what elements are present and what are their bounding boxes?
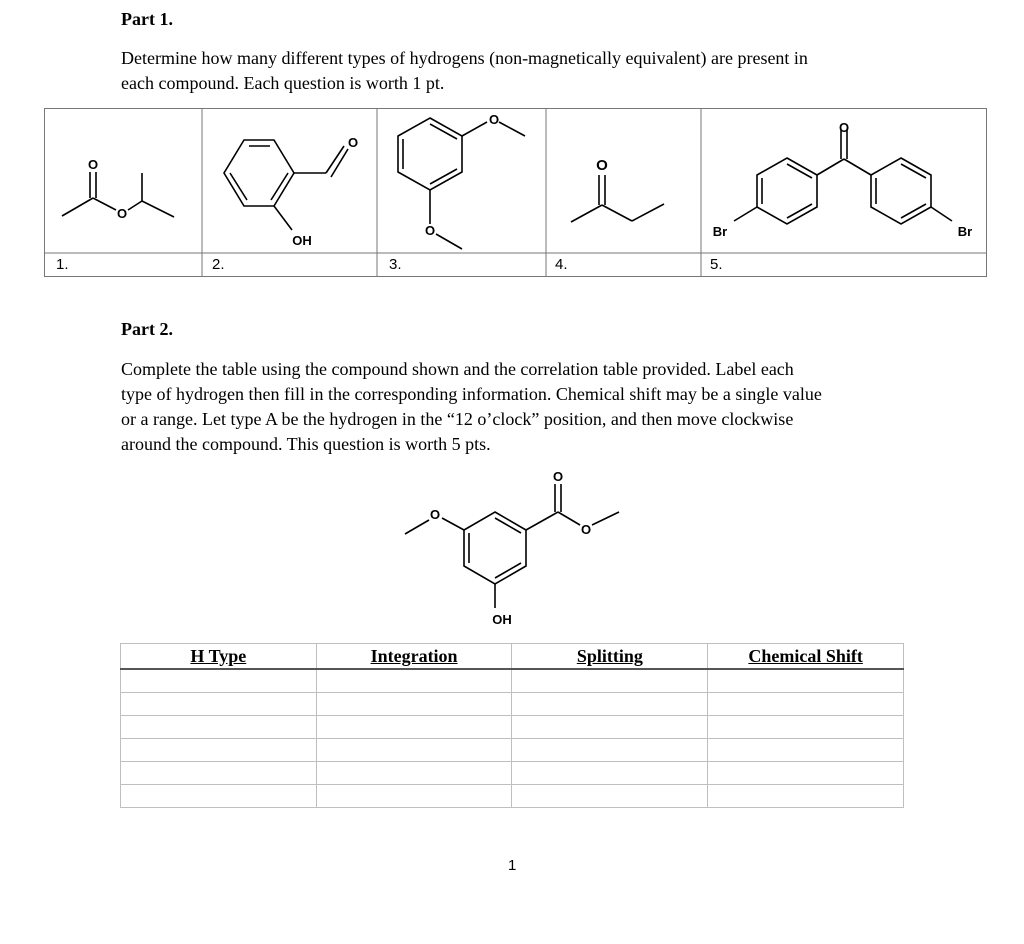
table-cell[interactable] — [708, 785, 904, 808]
table-row — [121, 693, 904, 716]
part2-atom: O — [580, 522, 592, 537]
table-cell[interactable] — [708, 669, 904, 693]
part1-instructions-line: Determine how many different types of hydrogens (non-magnetically equivalent) are present in — [121, 48, 808, 68]
header-integration: Integration — [316, 644, 512, 670]
compound-table — [44, 108, 987, 277]
table-cell[interactable] — [121, 785, 317, 808]
part2-heading: Part 2. — [121, 319, 173, 339]
table-row — [121, 669, 904, 693]
table-cell[interactable] — [316, 693, 512, 716]
compound-1-atom: O — [116, 206, 128, 221]
table-cell[interactable] — [512, 762, 708, 785]
part2-instructions-line: type of hydrogen then fill in the corresponding information. Chemical shift may be a single value — [121, 384, 822, 404]
compound-3-structure — [398, 118, 525, 249]
table-cell[interactable] — [708, 716, 904, 739]
answer-table-header-row — [121, 644, 904, 670]
table-cell[interactable] — [512, 716, 708, 739]
table-row — [121, 762, 904, 785]
compound-number: 2. — [212, 256, 225, 273]
table-cell[interactable] — [316, 785, 512, 808]
part2-instructions-line: around the compound. This question is worth 5 pts. — [121, 434, 491, 454]
part2-atom: O — [552, 469, 564, 484]
table-row — [121, 716, 904, 739]
compound-5-atom: Br — [712, 224, 728, 239]
part1-heading: Part 1. — [121, 9, 173, 29]
table-cell[interactable] — [316, 762, 512, 785]
part2-compound-structure — [395, 462, 635, 632]
compound-3-atom: O — [424, 223, 436, 238]
table-cell[interactable] — [512, 693, 708, 716]
table-cell[interactable] — [512, 669, 708, 693]
compound-5-atom: Br — [957, 224, 973, 239]
header-splitting: Splitting — [512, 644, 708, 670]
table-row — [121, 785, 904, 808]
compound-5-structure — [734, 130, 952, 224]
table-cell[interactable] — [316, 716, 512, 739]
header-h-type: H Type — [121, 644, 317, 670]
table-cell[interactable] — [512, 785, 708, 808]
part2-atom: O — [429, 507, 441, 522]
page-number: 1 — [508, 857, 517, 874]
part1-instructions-line: each compound. Each question is worth 1 pt. — [121, 73, 445, 93]
table-cell[interactable] — [708, 693, 904, 716]
part2-instructions-line: Complete the table using the compound shown and the correlation table provided. Label each — [121, 359, 794, 379]
table-cell[interactable] — [121, 716, 317, 739]
table-cell[interactable] — [316, 739, 512, 762]
compound-number: 5. — [710, 256, 723, 273]
table-row — [121, 739, 904, 762]
table-cell[interactable] — [316, 669, 512, 693]
part2-atom: OH — [492, 612, 512, 627]
compound-2-atom: OH — [292, 233, 312, 248]
table-cell[interactable] — [708, 739, 904, 762]
compound-3-atom: O — [488, 112, 500, 127]
compound-2-structure — [224, 140, 348, 230]
compound-number: 3. — [389, 256, 402, 273]
table-cell[interactable] — [512, 739, 708, 762]
part2-instructions — [121, 357, 822, 457]
compound-structures — [44, 108, 987, 277]
table-cell[interactable] — [121, 693, 317, 716]
answer-table — [120, 643, 904, 808]
table-cell[interactable] — [121, 762, 317, 785]
compound-5-atom: O — [838, 120, 850, 135]
table-cell[interactable] — [121, 669, 317, 693]
compound-4-atom: O — [596, 157, 608, 174]
table-cell[interactable] — [121, 739, 317, 762]
compound-number: 4. — [555, 256, 568, 273]
compound-1-atom: O — [87, 157, 99, 172]
compound-number: 1. — [56, 256, 69, 273]
part1-instructions — [121, 46, 808, 96]
part2-instructions-line: or a range. Let type A be the hydrogen in the “12 o’clock” position, and then move clockwise — [121, 409, 794, 429]
compound-2-atom: O — [347, 135, 359, 150]
table-cell[interactable] — [708, 762, 904, 785]
header-chemical-shift: Chemical Shift — [708, 644, 904, 670]
compound-4-structure — [571, 175, 664, 222]
